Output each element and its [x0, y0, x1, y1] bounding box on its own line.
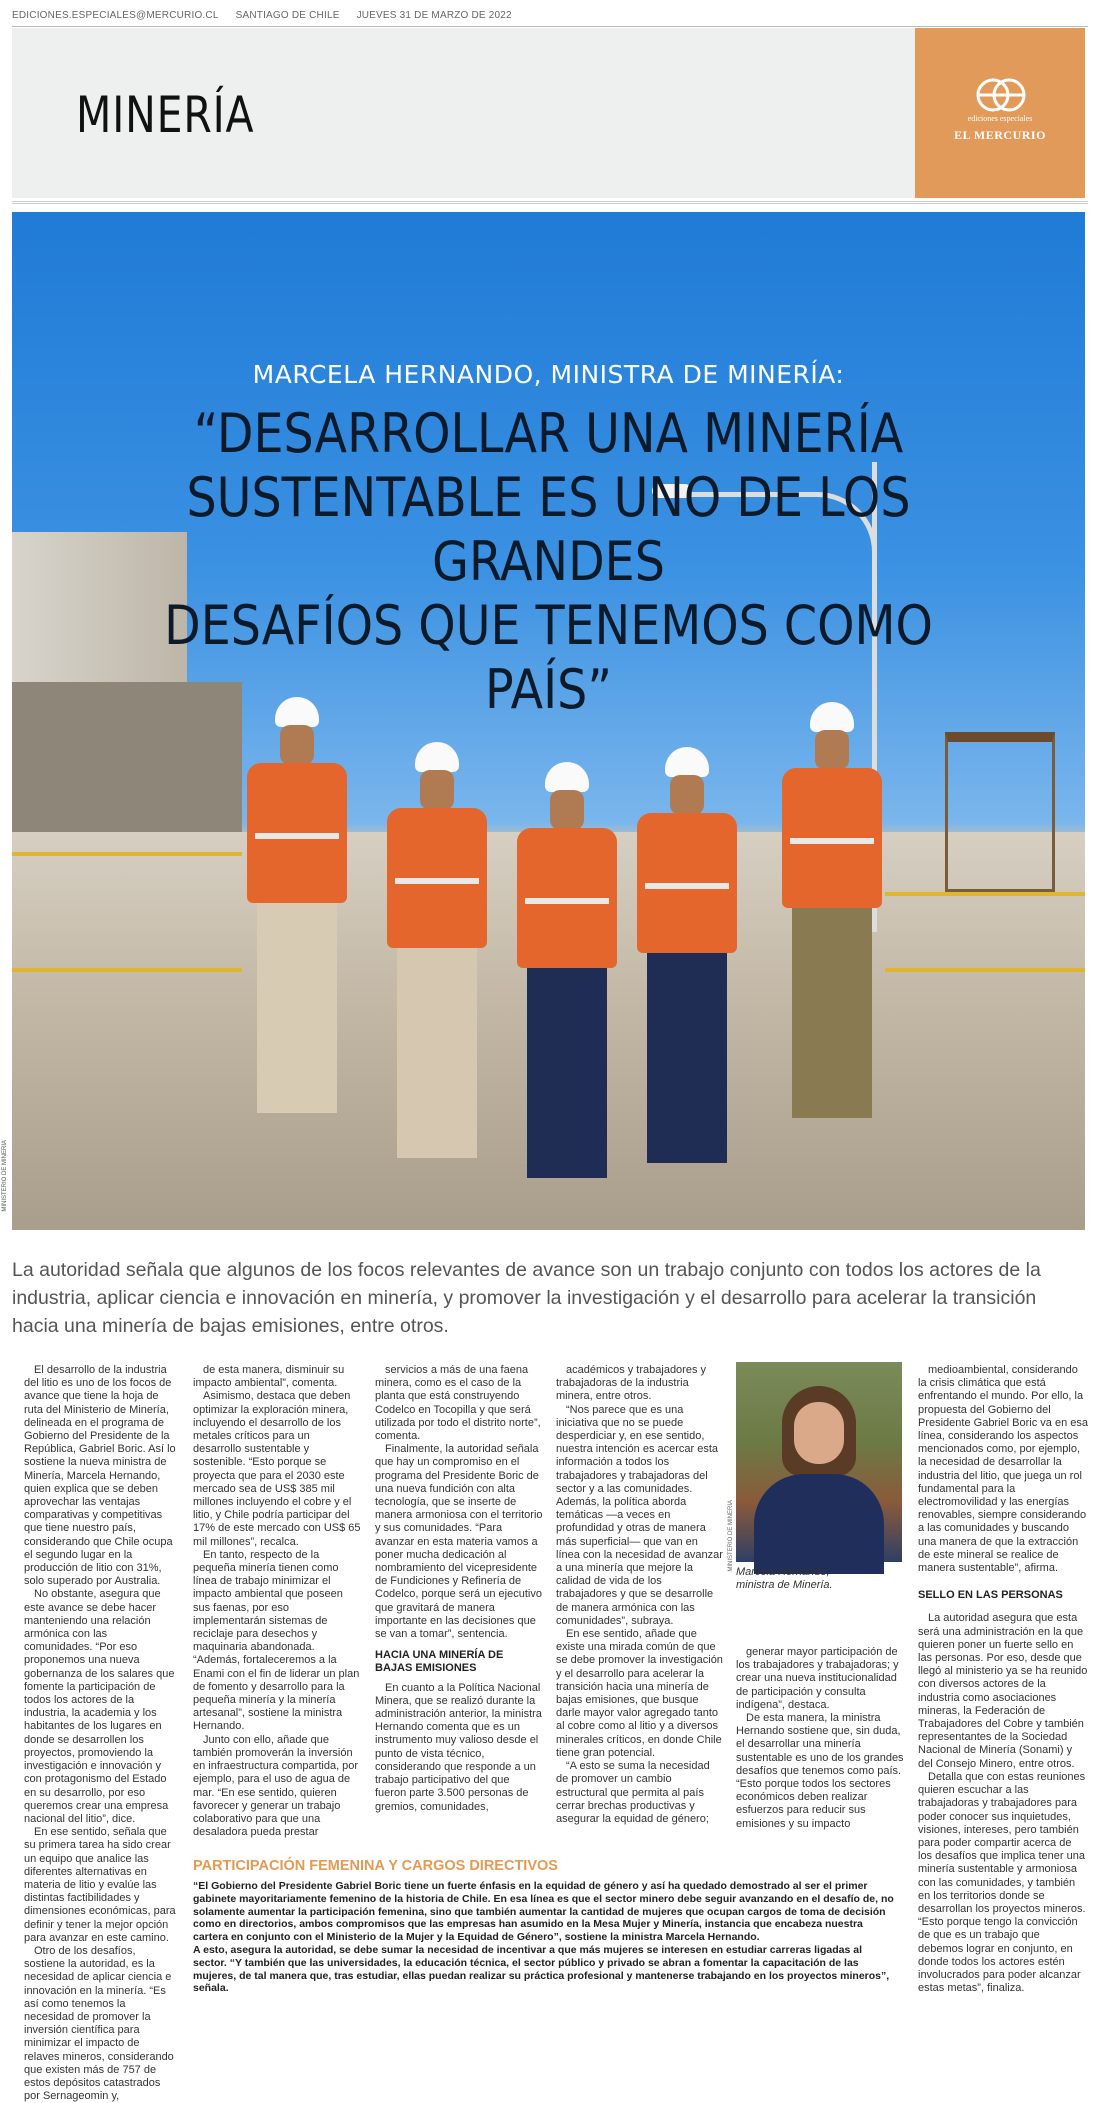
contact-email[interactable]: EDICIONES.ESPECIALES@MERCURIO.CL [12, 10, 219, 21]
paragraph: Junto con ello, añade que también promoverán la inversión en infraestructura compartida, por ejemplo, para el uso de agua de mar. “En ese sentido, quieren favorecer y generar un trabajo colaborativo para que una desaladora pueda prestar [193, 1733, 359, 1839]
date-label: JUEVES 31 DE MARZO DE 2022 [356, 10, 512, 21]
section-title: MINERÍA [76, 86, 255, 144]
publication-logo [915, 28, 1085, 198]
worker-figure [367, 742, 507, 1122]
article-column-6 [918, 1364, 1088, 1995]
top-rule [12, 26, 1088, 27]
masthead [12, 28, 1085, 198]
subheading: SELLO EN LAS PERSONAS [918, 1589, 1063, 1602]
box-paragraph: “El Gobierno del Presidente Gabriel Boric tiene un fuerte énfasis en la equidad de género y así ha quedado demostrado al ser el primer gabinete mayoritariamente femenino de la historia de Chile. En esa línea es que el sector minero debe seguir avanzando en el desafío de, no solamente aumentar la participación femenina, sino que también aumentar la cantidad de mujeres que ocupan cargos de toma de decisión como en directorios, ambos compromisos que las empresas han asumido en la Mesa Mujer y Minería, instancia que encabeza nuestra cartera en conjunto con el Ministerio de la Mujer y la Equidad de Género”, sostiene la ministra Marcela Hernando. [193, 1880, 894, 1944]
paragraph: La autoridad asegura que esta será una administración en la que quieren poner un fuerte sello en las personas. Por eso, desde que llegó al ministerio ya se ha reunido con diversos actores de la industria como asociaciones mineras, la Federación de Trabajadores del Cobre y también representantes de la Sociedad Nacional de Minería (Sonami) y del Consejo Minero, entre otros. [918, 1612, 1088, 1770]
paragraph: académicos y trabajadores y trabajadoras de la industria minera, entre otros. [556, 1364, 707, 1403]
railing-right [885, 892, 1085, 972]
hero-photo-credit: MINISTERIO DE MINERÍA [2, 1140, 8, 1212]
paragraph: En cuanto a la Política Nacional Minera, que se realizó durante la administración anterior, la ministra Hernando comenta que es un instrumento muy valioso desde el punto de vista técnico, considerando que responde a un trabajo participativo del que fueron parte 3.500 personas de gremios, comunidades, [375, 1681, 542, 1813]
box-title: PARTICIPACIÓN FEMENINA Y CARGOS DIRECTIVOS [193, 1858, 558, 1874]
paragraph: servicios a más de una faena minera, como es el caso de la planta que está construyendo Codelco en Tocopilla y que será utilizada por todo el distrito norte”, comenta. [375, 1364, 541, 1443]
paragraph: Finalmente, la autoridad señala que hay un compromiso en el programa del Presidente Boric de una nueva fundición con alta tecnología, que se inserte de manera armoniosa con el territorio y sus comunidades. “Para avanzar en esta materia vamos a poner mucha dedicación al nombramiento del vicepresidente de Fundiciones y Refinería de Codelco, porque será un ejecutivo que gravitará de manera importante en las decisiones que se van a tomar”, sentencia. [375, 1443, 543, 1641]
photo-caption [736, 1566, 906, 1592]
paragraph: medioambiental, considerando la crisis climática que está enfrentando el mundo. Por ello, la propuesta del Gobierno del Presidente Gabriel Boric va en esa línea, considerando los aspectos mencionados como, por ejemplo, la necesidad de desarrollar la industria del litio, que juega un rol fundamental para la electromovilidad y las energías renovables, siempre considerando a las comunidades y buscando una manera de que la extracción de este mineral se realice de manera sustentable”, afirma. [918, 1364, 1088, 1575]
paragraph: “Nos parece que es una iniciativa que no se puede desperdiciar y, en ese sentido, nuestra intención es acercar esta información a todos los trabajadores y trabajadoras del sector y a las comunidades. Además, la política aborda temáticas —a veces en profundidad y otras de manera más superficial— que van en línea con la necesidad de avanzar a una minería que mejore la calidad de vida de los trabajadores y que se desarrolle de manera armónica con las comunidades”, subraya. [556, 1403, 723, 1627]
masthead-rule [12, 201, 1088, 204]
worker-figure [622, 747, 752, 1117]
article-lead: La autoridad señala que algunos de los focos relevantes de avance son un trabajo conjunto con todos los actores de la industria, aplicar ciencia e innovación en minería, y promover la investigación y el desarrollo para acelerar la transición hacia una minería de bajas emisiones, entre otros. [12, 1259, 1041, 1337]
paragraph: De esta manera, la ministra Hernando sostiene que, sin duda, el desarrollar una minería sustentable es uno de los grandes desafíos que tenemos como país. “Esto porque todos los sectores económicos deben realizar esfuerzos para reducir sus emisiones y su impacto [736, 1712, 904, 1830]
logo-name: EL MERCURIO [954, 128, 1046, 142]
article-column-1 [24, 1364, 176, 2103]
caption-line: ministra de Minería. [736, 1579, 833, 1591]
subheading: HACIA UNA MINERÍA DE BAJAS EMISIONES [375, 1649, 504, 1675]
worker-figure [757, 702, 907, 1122]
hero-photo [12, 212, 1085, 1230]
minister-portrait [736, 1362, 902, 1562]
caption-line: Marcela Hernando, [736, 1566, 830, 1578]
article-column-2 [193, 1364, 361, 1839]
logo-subtitle: ediciones especiales [967, 114, 1033, 123]
paragraph: Asimismo, destaca que deben optimizar la exploración minera, incluyendo el desarrollo de los metales críticos para un desarrollo sustentable y sostenible. “Esto porque se proyecta que para el 2030 este mercado sea de US$ 385 mil millones incluyendo el cobre y el litio, y Chile podría participar del 17% de este mercado con US$ 65 mil millones”, recalca. [193, 1390, 361, 1548]
paragraph: No obstante, asegura que este avance se debe hacer manteniendo una relación armónica con las comunidades. “Por eso proponemos una nueva gobernanza de los salares que fomente la participación de todos los actores de la industria, la academia y los habitantes de los lugares en donde se desarrollen los proyectos, promoviendo la investigación e innovación y con protagonismo del Estado en su desarrollo, por eso queremos crear una empresa nacional del litio”, dice. [24, 1588, 175, 1825]
paragraph: Detalla que con estas reuniones quieren escuchar a las trabajadoras y trabajadores para poder conocer sus inquietudes, visiones, intereses, pero también para poder compartir acerca de los desafíos que implica tener una minería sustentable y armoniosa con las comunidades, y también en los territorios donde se desarrollan los proyectos mineros. “Esto porque tengo la convicción de que es un trabajo que debemos lograr en conjunto, en donde todos los actores estén involucrados para poder alcanzar estas metas”, finaliza. [918, 1770, 1086, 1995]
worker-figure [507, 762, 627, 1112]
paragraph: de esta manera, disminuir su impacto ambiental”, comenta. [193, 1364, 345, 1390]
headline-line: “DESARROLLAR UNA MINERÍA [193, 402, 904, 465]
article-column-3 [375, 1364, 543, 1814]
paragraph: En ese sentido, señala que su primera tarea ha sido crear un equipo que analice las diferentes alternativas en materia de litio y evalúe las distintas factibilidades y dimensiones económicas, para definir y tener la mejor opción para avanzar en este camino. [24, 1826, 176, 1944]
paragraph: En tanto, respecto de la pequeña minería tienen como línea de trabajo minimizar el impacto ambiental que poseen sus faenas, por eso implementarán sistemas de reciclaje para desechos y maquinaria abandonada. “Además, fortaleceremos a la Enami con el fin de liderar un plan de fomento y desarrollo para la pequeña minería y la minería artesanal”, sostiene la ministra Hernando. [193, 1548, 360, 1733]
paragraph: El desarrollo de la industria del litio es uno de los focos de avance que tiene la hoja de ruta del Ministerio de Minería, delineada en el programa de Gobierno del Presidente de la República, Gabriel Boric. Así lo sostiene la nueva ministra de Minería, Marcela Hernando, quien explica que se deben aprovechar las ventajas comparativas y competitivas que tiene nuestro país, considerando que Chile ocupa el segundo lugar en la producción de litio con 31%, solo superado por Australia. [24, 1364, 176, 1588]
headline-kicker: MARCELA HERNANDO, MINISTRA DE MINERÍA: [252, 360, 845, 389]
box-paragraph: A esto, asegura la autoridad, se debe sumar la necesidad de incentivar a que más mujeres se interesen en estudiar carreras ligadas al sector. “Y también que las universidades, la educación técnica, el sector público y privado se abran a fomentar la capacitación de las mujeres, de tal manera que, tras estudiar, ellas puedan realizar su práctica profesional y mantenerse trabajando en los proyectos mineros”, señala. [193, 1943, 890, 1995]
plant-structure [945, 732, 1055, 892]
headline-line: SUSTENTABLE ES UNO DE LOS GRANDES [186, 466, 911, 593]
top-dateline [12, 10, 526, 21]
logo-mark-icon [973, 78, 1029, 112]
article-column-4 [556, 1364, 724, 1826]
article-column-5 [736, 1646, 904, 1831]
paragraph: “A esto se suma la necesidad de promover un cambio estructural que permita al país cerrar brechas productivas y asegurar la equidad de género; [556, 1760, 710, 1825]
headline [32, 402, 1065, 722]
portrait-credit: MINISTERIO DE MINERÍA [728, 1500, 734, 1572]
paragraph: generar mayor participación de los trabajadores y trabajadoras; y crear una nueva institucionalidad de participación y consulta indígena”, destaca. [736, 1646, 899, 1711]
box-body [193, 1880, 897, 1995]
railing-left [12, 852, 242, 972]
paragraph: En ese sentido, añade que existe una mirada común de que se debe promover la investigación y el desarrollo para acelerar la transición hacia una minería de bajas emisiones, que busque darle mayor valor agregado tanto al cobre como al litio y a diversos minerales críticos, en donde Chile tiene gran potencial. [556, 1628, 723, 1759]
city-label: SANTIAGO DE CHILE [235, 10, 340, 21]
paragraph: Otro de los desafíos, sostiene la autoridad, es la necesidad de aplicar ciencia e innovación en la minería. “Es así como tenemos la necesidad de promover la inversión científica para minimizar el impacto de relaves mineros, considerando que existen más de 757 de estos depósitos catastrados por Sernageomin y, [24, 1944, 174, 2103]
headline-line: DESAFÍOS QUE TENEMOS COMO PAÍS” [164, 594, 933, 721]
worker-figure [217, 697, 377, 1127]
